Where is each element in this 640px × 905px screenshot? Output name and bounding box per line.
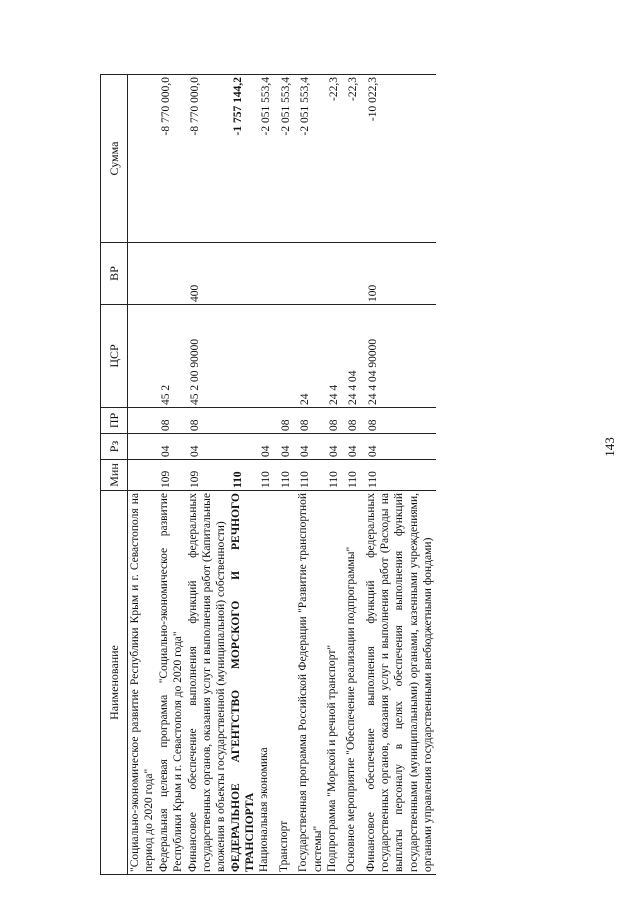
rotated-page xyxy=(100,75,600,875)
table-header-row xyxy=(101,75,128,875)
cell-min: 110 xyxy=(296,460,325,491)
cell-name: Основное мероприятие "Обеспечение реализации подпрограммы" xyxy=(344,491,363,875)
cell-csr: 24 4 xyxy=(325,305,344,408)
cell-vr xyxy=(325,243,344,305)
cell-name: Подпрограмма "Морской и речной транспорт" xyxy=(325,491,344,875)
cell-name: Финансовое обеспечение выполнения функций федеральных государственных органов, оказания услуг и выполнения работ (Расходы на выплаты персоналу в целях обеспечения выполнения функций государственными (муниципальными) органами, казенными учреждениями, органами управления государственными внебюджетными фондами) xyxy=(364,491,436,875)
header-rz: Рз xyxy=(101,434,128,460)
cell-csr xyxy=(128,305,157,408)
cell-pr xyxy=(229,408,258,434)
cell-name: "Социально-экономическое развитие Республики Крым и г. Севастополя на период до 2020 года" xyxy=(128,491,157,875)
cell-vr xyxy=(157,243,186,305)
cell-min: 109 xyxy=(157,460,186,491)
cell-sum: -10 022,3 xyxy=(364,75,436,243)
cell-vr xyxy=(229,243,258,305)
cell-sum: -2 051 553,4 xyxy=(257,75,276,243)
cell-name: Национальная экономика xyxy=(257,491,276,875)
page-number: 143 xyxy=(602,437,617,457)
table-body xyxy=(128,75,436,875)
cell-min: 110 xyxy=(325,460,344,491)
header-pr: ПР xyxy=(101,408,128,434)
table-row xyxy=(325,75,344,875)
cell-vr xyxy=(344,243,363,305)
cell-sum: -2 051 553,4 xyxy=(296,75,325,243)
cell-pr: 08 xyxy=(325,408,344,434)
cell-vr: 400 xyxy=(186,243,229,305)
cell-min: 110 xyxy=(364,460,436,491)
cell-csr: 24 4 04 xyxy=(344,305,363,408)
table-row xyxy=(157,75,186,875)
cell-pr: 08 xyxy=(364,408,436,434)
cell-pr xyxy=(128,408,157,434)
cell-csr: 45 2 00 90000 xyxy=(186,305,229,408)
table-row xyxy=(277,75,296,875)
cell-rz: 04 xyxy=(344,434,363,460)
cell-rz: 04 xyxy=(257,434,276,460)
cell-rz xyxy=(128,434,157,460)
cell-min: 109 xyxy=(186,460,229,491)
cell-csr xyxy=(257,305,276,408)
cell-rz: 04 xyxy=(186,434,229,460)
cell-sum xyxy=(128,75,157,243)
cell-sum: -22,3 xyxy=(344,75,363,243)
cell-name: Федеральная целевая программа "Социально-экономическое развитие Республики Крым и г. Севастополя до 2020 года" xyxy=(157,491,186,875)
cell-pr: 08 xyxy=(277,408,296,434)
budget-table xyxy=(100,74,436,875)
cell-rz: 04 xyxy=(325,434,344,460)
table-row xyxy=(229,75,258,875)
cell-min xyxy=(128,460,157,491)
table-row xyxy=(344,75,363,875)
cell-name: Транспорт xyxy=(277,491,296,875)
cell-rz: 04 xyxy=(364,434,436,460)
cell-csr: 24 4 04 90000 xyxy=(364,305,436,408)
cell-vr xyxy=(128,243,157,305)
cell-rz xyxy=(229,434,258,460)
cell-pr xyxy=(257,408,276,434)
cell-pr: 08 xyxy=(296,408,325,434)
cell-vr xyxy=(257,243,276,305)
cell-sum: -2 051 553,4 xyxy=(277,75,296,243)
header-csr: ЦСР xyxy=(101,305,128,408)
cell-name: Финансовое обеспечение выполнения функций федеральных государственных органов, оказания услуг и выполнения работ (Капитальные вложения в объекты государственной (муниципальной) собственности) xyxy=(186,491,229,875)
cell-csr: 45 2 xyxy=(157,305,186,408)
cell-rz: 04 xyxy=(277,434,296,460)
cell-vr xyxy=(277,243,296,305)
table-row xyxy=(257,75,276,875)
cell-min: 110 xyxy=(344,460,363,491)
table-row xyxy=(364,75,436,875)
cell-vr xyxy=(296,243,325,305)
cell-sum: -22,3 xyxy=(325,75,344,243)
cell-csr: 24 xyxy=(296,305,325,408)
cell-sum: -8 770 000,0 xyxy=(186,75,229,243)
cell-sum: -1 757 144,2 xyxy=(229,75,258,243)
table-row xyxy=(128,75,157,875)
cell-csr xyxy=(277,305,296,408)
table-row xyxy=(296,75,325,875)
table-row xyxy=(186,75,229,875)
cell-pr: 08 xyxy=(344,408,363,434)
cell-min: 110 xyxy=(257,460,276,491)
cell-min: 110 xyxy=(229,460,258,491)
header-vr: ВР xyxy=(101,243,128,305)
cell-name: ФЕДЕРАЛЬНОЕ АГЕНТСТВО МОРСКОГО И РЕЧНОГО ТРАНСПОРТА xyxy=(229,491,258,875)
cell-name: Государственная программа Российской Федерации "Развитие транспортной системы" xyxy=(296,491,325,875)
header-min: Мин xyxy=(101,460,128,491)
header-name: Наименование xyxy=(101,491,128,875)
cell-csr xyxy=(229,305,258,408)
cell-sum: -8 770 000,0 xyxy=(157,75,186,243)
cell-min: 110 xyxy=(277,460,296,491)
cell-rz: 04 xyxy=(296,434,325,460)
header-sum: Сумма xyxy=(101,75,128,243)
cell-rz: 04 xyxy=(157,434,186,460)
cell-pr: 08 xyxy=(157,408,186,434)
cell-pr: 08 xyxy=(186,408,229,434)
cell-vr: 100 xyxy=(364,243,436,305)
